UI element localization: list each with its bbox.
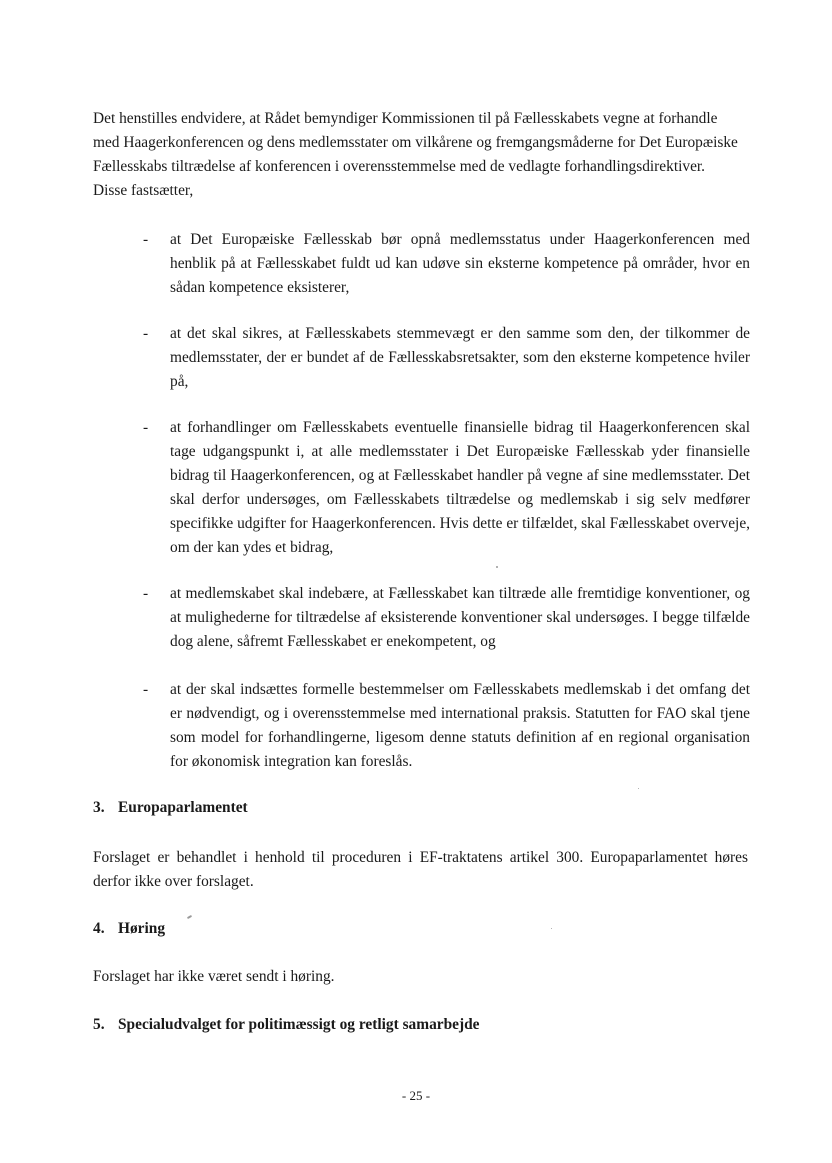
scan-speck (638, 788, 639, 789)
section-number: 4. (93, 920, 105, 937)
intro-paragraph: Det henstilles endvidere, at Rådet bemyndiger Kommissionen til på Fællesskabets vegne at forhandle med Haagerkonferencen og dens medlemsstater om vilkårene og fremgangsmåderne for Det Europæiske Fællesskabs tiltrædelse af konferencen i overensstemmelse med de vedlagte forhandlingsdirektiver. Disse fastsætter, (93, 110, 738, 199)
list-item-text: at forhandlinger om Fællesskabets eventuelle finansielle bidrag til Haagerkonferencen skal tage udgangspunkt i, at alle medlemsstater i Det Europæiske Fællesskab yder finansielle bidrag til Haagerkonferencen, og at Fællesskabet handler på vegne af sine medlemsstater. Det skal derfor undersøges, om Fællesskabets tiltrædelse og medlemskab i sig selv medfører specifikke udgifter for Haagerkonferencen. Hvis dette er tilfældet, skal Fællesskabet overveje, om der kan ydes et bidrag, (170, 419, 750, 556)
list-item (143, 582, 753, 654)
scan-speck (496, 566, 498, 568)
scan-speck (187, 915, 192, 919)
scan-speck (551, 928, 552, 929)
bullet-marker: - (143, 325, 149, 342)
page-number: - 25 - (401, 1088, 431, 1103)
list-item-text: at Det Europæiske Fællesskab bør opnå medlemsstatus under Haagerkonferencen med henblik på at Fællesskabet fuldt ud kan udøve sin eksterne kompetence på områder, hvor en sådan kompetence eksisterer, (170, 231, 750, 296)
section-body: Forslaget er behandlet i henhold til proceduren i EF-traktatens artikel 300. Europaparlamentet høres derfor ikke over forslaget. (93, 849, 748, 890)
list-item (143, 322, 753, 394)
list-item-text: at medlemskabet skal indebære, at Fællesskabet kan tiltræde alle fremtidige konventioner, og at mulighederne for tiltrædelse af eksisterende konventioner skal undersøges. I begge tilfælde dog alene, såfremt Fællesskabet er enekompetent, og (170, 585, 750, 650)
list-item-text: at der skal indsættes formelle bestemmelser om Fællesskabets medlemskab i det omfang det er nødvendigt, og i overensstemmelse med international praksis. Statutten for FAO skal tjene som model for forhandlingerne, ligesom denne statuts definition af en regional organisation for økonomisk integration kan foreslås. (170, 681, 750, 770)
bullet-marker: - (143, 681, 149, 698)
bullet-marker: - (143, 585, 149, 602)
list-item-text: at det skal sikres, at Fællesskabets stemmevægt er den samme som den, der tilkommer de medlemsstater, der er bundet af de Fællesskabsretsakter, som den eksterne kompetence hviler på, (170, 325, 750, 390)
section-heading (93, 917, 165, 941)
section-title: Specialudvalget for politimæssigt og retligt samarbejde (118, 1016, 480, 1033)
section-number: 3. (93, 799, 105, 816)
section-title: Høring (118, 920, 166, 937)
bullet-marker: - (143, 419, 149, 436)
section-number: 5. (93, 1016, 105, 1033)
list-item (143, 416, 753, 560)
bullet-marker: - (143, 231, 149, 248)
list-item (143, 678, 753, 774)
section-heading (93, 796, 248, 820)
list-item (143, 228, 753, 300)
section-title: Europaparlamentet (118, 799, 248, 816)
section-body: Forslaget har ikke været sendt i høring. (93, 968, 335, 985)
section-heading (93, 1013, 480, 1037)
